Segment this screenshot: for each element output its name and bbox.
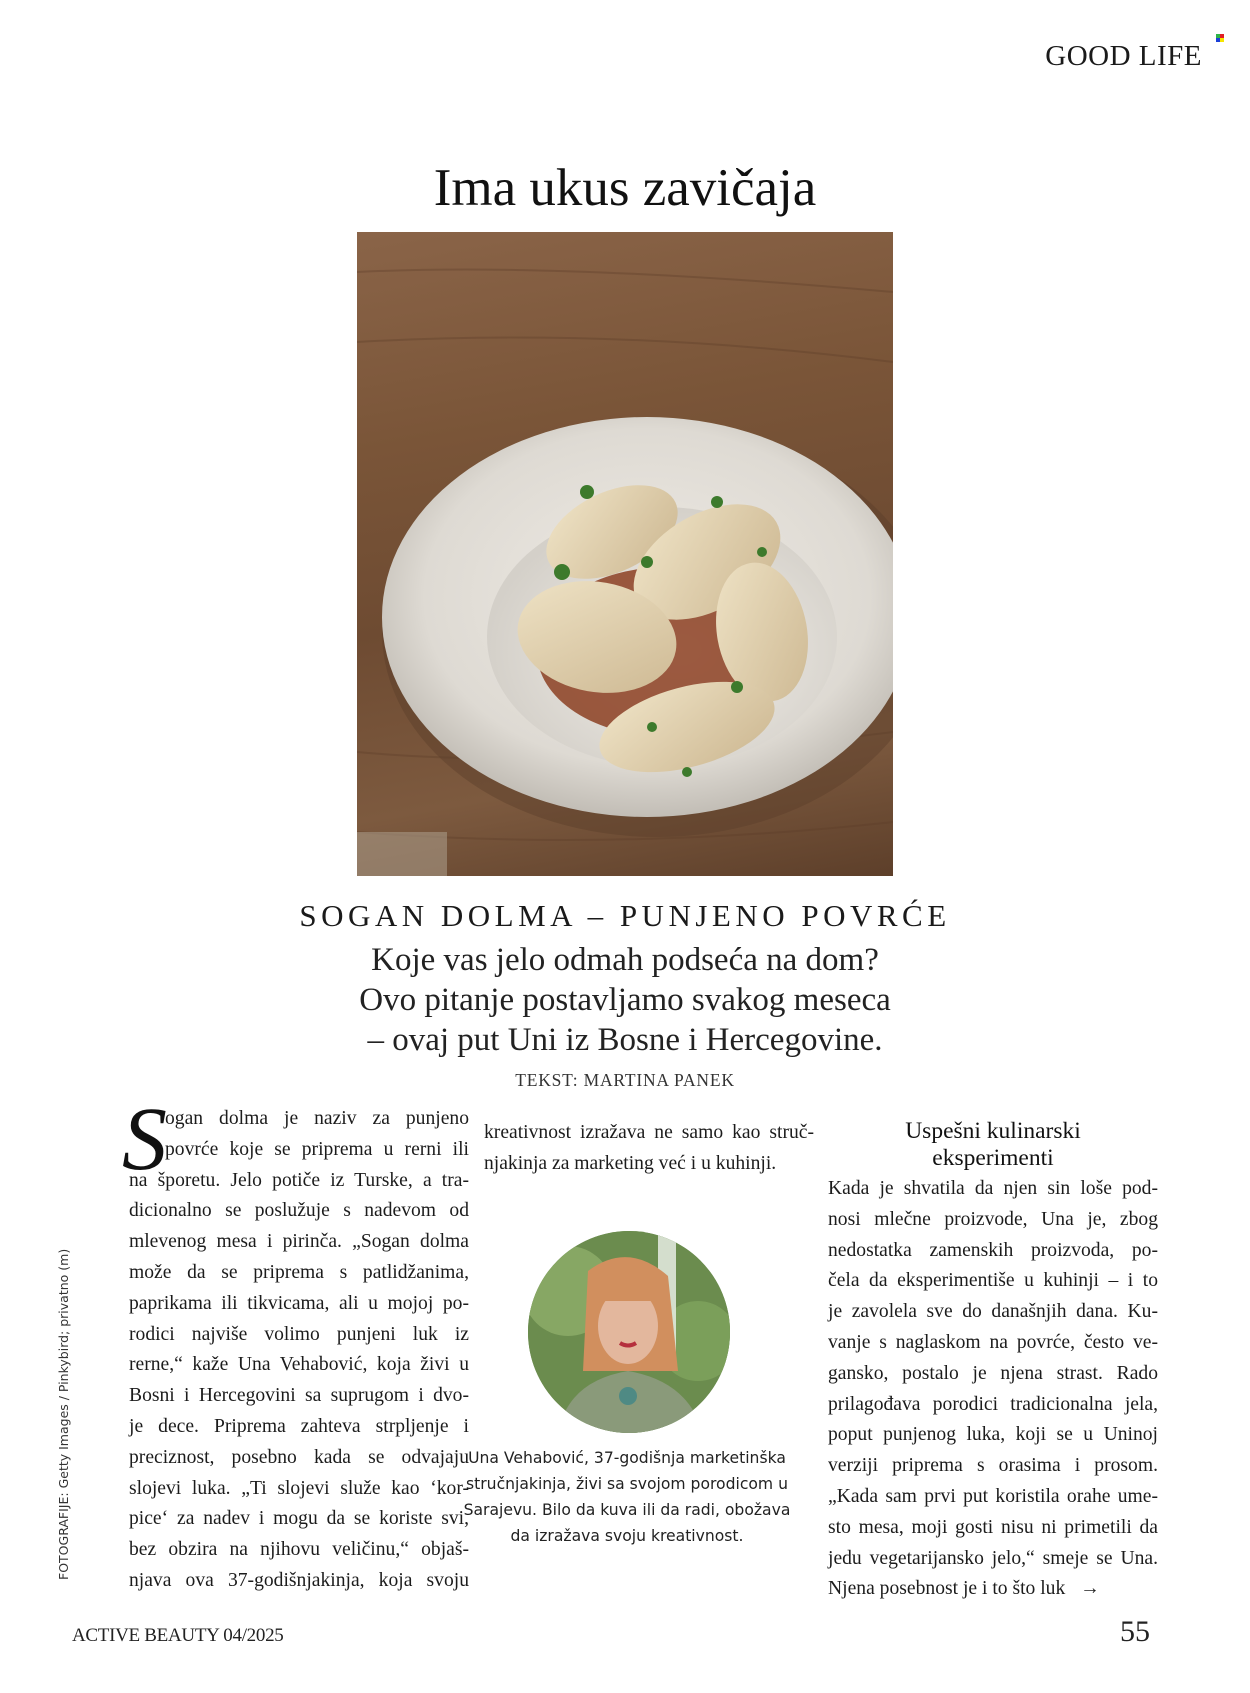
sidebar-heading-line: Uspešni kulinarski <box>905 1118 1081 1144</box>
body-line: mlevenog mesa i pirinča. „Sogan dolma <box>129 1231 469 1253</box>
body-line: „Kada sam prvi put koristila orahe ume- <box>828 1485 1158 1507</box>
body-line: nosi mlečne proizvode, Una je, zbog <box>828 1208 1158 1230</box>
body-line-text: Njena posebnost je i to što luk <box>828 1578 1066 1600</box>
body-line: Kada je shvatila da njen sin loše pod- <box>828 1178 1158 1199</box>
body-line: preciznost, posebno kada se odvajaju <box>129 1446 469 1468</box>
caption-line: da izražava svoju kreativnost. <box>510 1527 744 1545</box>
article-deck <box>0 940 1250 1060</box>
body-line: na šporetu. Jelo potiče iz Turske, a tra- <box>129 1169 469 1191</box>
body-line: može da se priprema s patlidžanima, <box>129 1261 469 1283</box>
body-column-right <box>828 1174 1158 1605</box>
body-line: Bosni i Hercegovini sa suprugom i dvo- <box>129 1385 469 1407</box>
body-line: nedostatka zamenskih proizvoda, po- <box>828 1239 1158 1261</box>
deck-line: Koje vas jelo odmah podseća na dom? <box>371 942 879 978</box>
section-label: GOOD LIFE <box>1045 40 1202 72</box>
body-line: paprikama ili tikvicama, ali u mojoj po- <box>129 1292 469 1314</box>
food-photo <box>357 232 893 876</box>
byline: TEKST: MARTINA PANEK <box>515 1070 735 1090</box>
reg-mark-swatch <box>1220 38 1224 42</box>
portrait-illustration <box>528 1231 730 1433</box>
body-line: čela da eksperimentiše u kuhinji – i to <box>828 1270 1158 1292</box>
portrait-caption <box>462 1445 792 1549</box>
registration-mark-icon <box>1216 34 1224 42</box>
sidebar-heading-line: eksperimenti <box>932 1145 1054 1171</box>
deck-line: Ovo pitanje postavljamo svakog meseca <box>359 982 891 1018</box>
body-line: prilagođava porodici tradicionalna jela, <box>828 1393 1158 1415</box>
body-line: je zavolela sve do današnjih dana. Ku- <box>828 1301 1158 1323</box>
portrait-photo <box>528 1231 730 1433</box>
body-line: dicionalno se poslužuje s nadevom od <box>129 1200 469 1222</box>
body-line: njakinja za marketing već i u kuhinji. <box>484 1152 777 1174</box>
publication-issue: ACTIVE BEAUTY 04/2025 <box>72 1625 284 1646</box>
body-line-last <box>828 1574 1158 1605</box>
body-line: rodici najviše volimo punjeni luk iz <box>129 1323 469 1345</box>
food-photo-illustration <box>357 232 893 876</box>
body-line: poput punjenog luka, koji se u Uninoj <box>828 1424 1158 1446</box>
body-line: slojevi luka. „Ti slojevi služe kao ‘kor- <box>129 1477 469 1499</box>
caption-line: Una Vehabović, 37-godišnja marketinška <box>468 1449 786 1467</box>
body-column-left <box>129 1104 469 1597</box>
body-column-middle <box>484 1118 814 1180</box>
body-line: bez obzira na njihovu veličinu,“ objaš- <box>129 1539 469 1561</box>
body-line: je dece. Priprema zahteva strpljenje i <box>129 1415 469 1437</box>
body-line: povrće koje se priprema u rerni ili <box>165 1138 469 1160</box>
body-line: verziji priprema s orasima i prosom. <box>828 1455 1158 1477</box>
body-line: vanje s naglaskom na povrće, često ve- <box>828 1331 1158 1353</box>
caption-line: Sarajevu. Bilo da kuva ili da radi, obožava <box>463 1501 791 1519</box>
caption-line: stručnjakinja, živi sa svojom porodicom u <box>466 1475 788 1493</box>
photo-credit: FOTOGRAFIJE: Getty Images / Pinkybird; privatno (m) <box>56 1248 71 1580</box>
page-number: 55 <box>1120 1615 1150 1648</box>
recipe-subhead: SOGAN DOLMA – PUNJENO POVRĆE <box>299 898 951 933</box>
drop-cap: S <box>122 1090 167 1189</box>
body-line: gansko, postalo je njena strast. Rado <box>828 1362 1158 1384</box>
body-line: njava ova 37-godišnjakinja, koja svoju <box>129 1569 469 1591</box>
article-title: Ima ukus zavičaja <box>433 159 817 217</box>
body-line: rerne,“ kaže Una Vehabović, koja živi u <box>129 1354 469 1376</box>
arrow-right-icon: → <box>1080 1578 1100 1600</box>
body-line: jedu vegetarijansko jelo,“ smeje se Una. <box>828 1547 1158 1569</box>
linen-napkin <box>357 832 447 876</box>
body-line: kreativnost izražava ne samo kao struč- <box>484 1122 814 1143</box>
deck-line: – ovaj put Uni iz Bosne i Hercegovine. <box>367 1022 883 1058</box>
body-line: sto mesa, moji gosti nisu ni primetili da <box>828 1516 1158 1538</box>
sidebar-heading <box>828 1118 1158 1172</box>
body-line: pice‘ za nadev i mogu da se koriste svi, <box>129 1508 469 1530</box>
body-line: ogan dolma je naziv za punjeno <box>165 1108 469 1129</box>
